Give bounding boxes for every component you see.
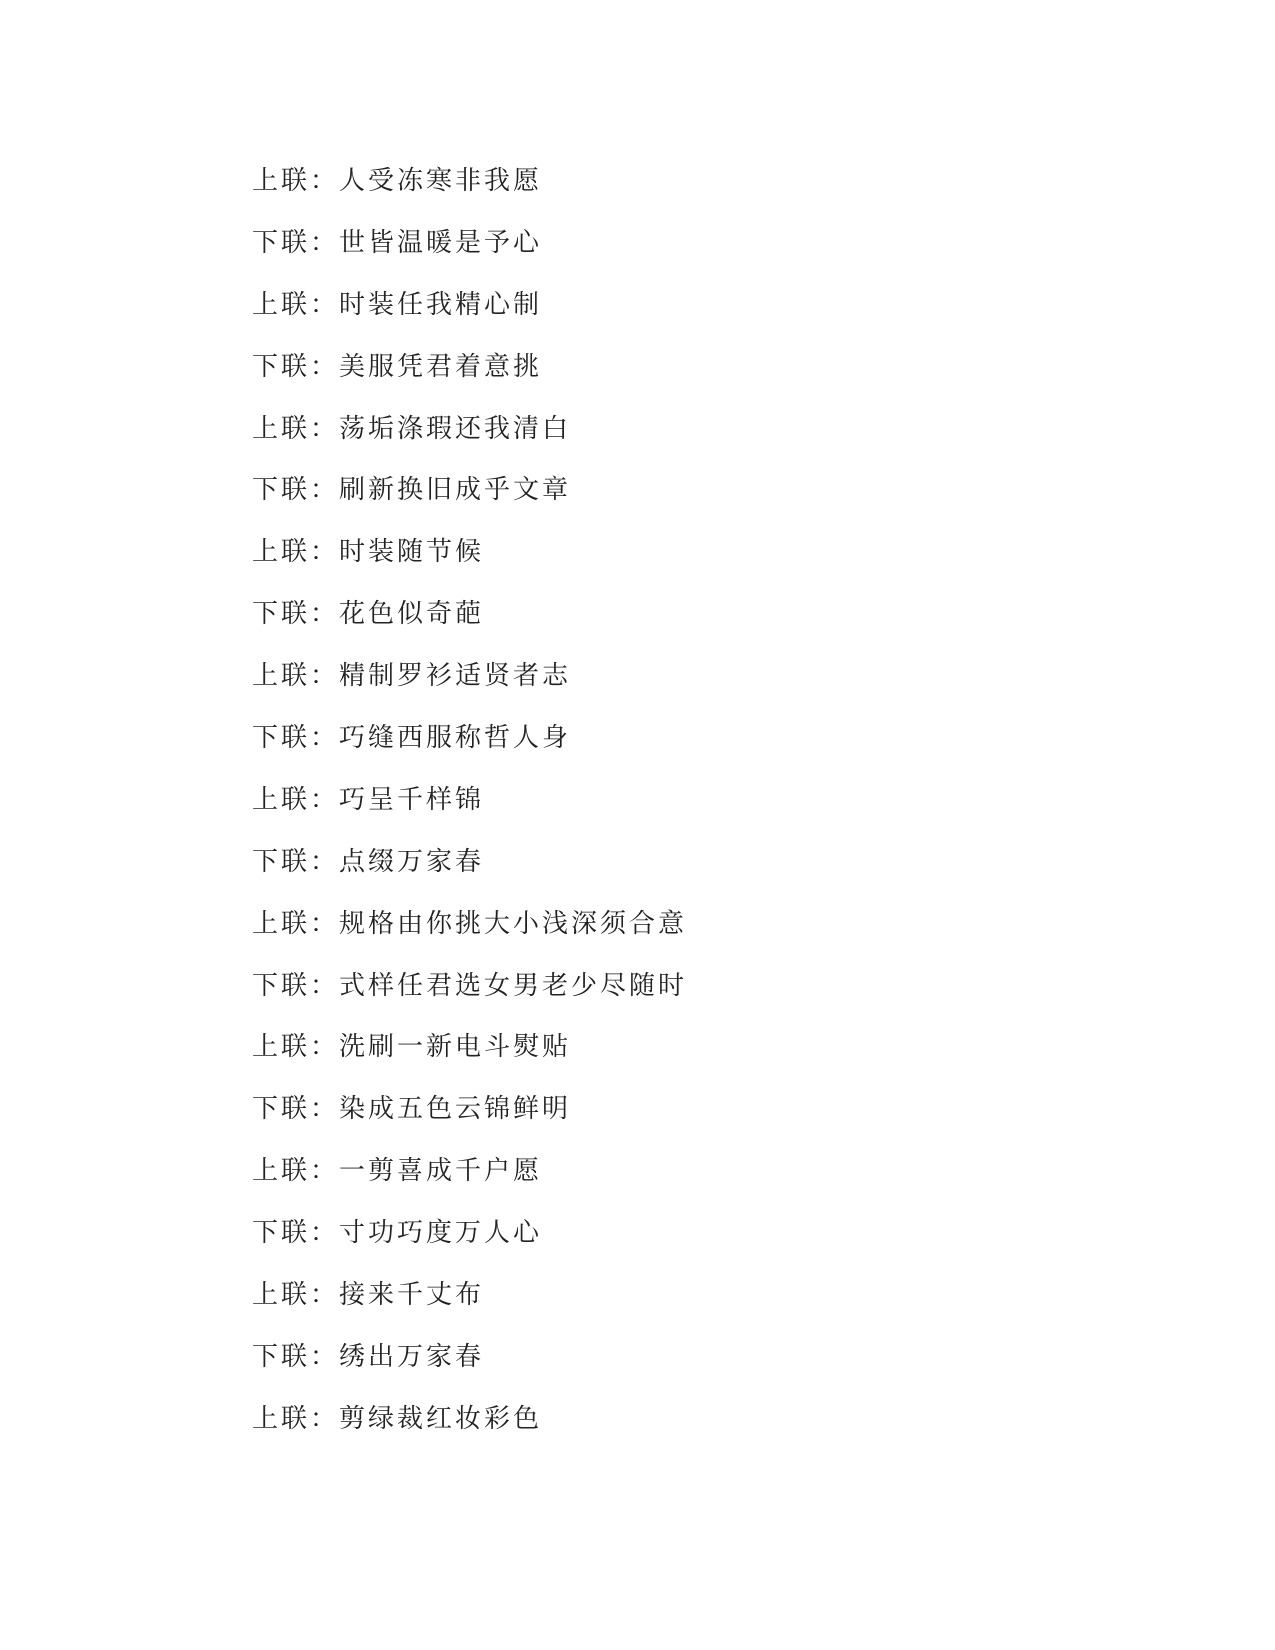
- couplet-line: 下联：点缀万家春: [252, 846, 485, 877]
- couplet-line: 下联：刷新换旧成乎文章: [252, 475, 572, 506]
- couplet-line: 上联：时装随节候: [252, 537, 485, 568]
- couplet-line: 下联：绣出万家春: [252, 1341, 485, 1372]
- couplet-line: 上联：接来千丈布: [252, 1280, 485, 1311]
- couplet-line: 下联：世皆温暖是予心: [252, 227, 543, 258]
- couplet-line: 上联：时装任我精心制: [252, 289, 543, 320]
- couplet-line: 上联：一剪喜成千户愿: [252, 1156, 543, 1187]
- couplet-line: 上联：荡垢涤瑕还我清白: [252, 413, 572, 444]
- couplet-line: 下联：染成五色云锦鲜明: [252, 1094, 572, 1125]
- couplet-line: 下联：花色似奇葩: [252, 599, 485, 630]
- couplet-line: 下联：美服凭君着意挑: [252, 351, 543, 382]
- couplet-line: 上联：巧呈千样锦: [252, 784, 485, 815]
- couplet-line: 上联：剪绿裁红妆彩色: [252, 1403, 543, 1434]
- couplet-line: 下联：寸功巧度万人心: [252, 1218, 543, 1249]
- couplet-line: 上联：规格由你挑大小浅深须合意: [252, 908, 688, 939]
- couplet-line: 下联：式样任君选女男老少尽随时: [252, 970, 688, 1001]
- couplet-line: 上联：人受冻寒非我愿: [252, 166, 543, 196]
- couplet-line: 下联：巧缝西服称哲人身: [252, 723, 572, 754]
- couplet-list: [252, 162, 687, 1462]
- couplet-line: 上联：洗刷一新电斗熨贴: [252, 1032, 572, 1063]
- couplet-line: 上联：精制罗衫适贤者志: [252, 661, 572, 692]
